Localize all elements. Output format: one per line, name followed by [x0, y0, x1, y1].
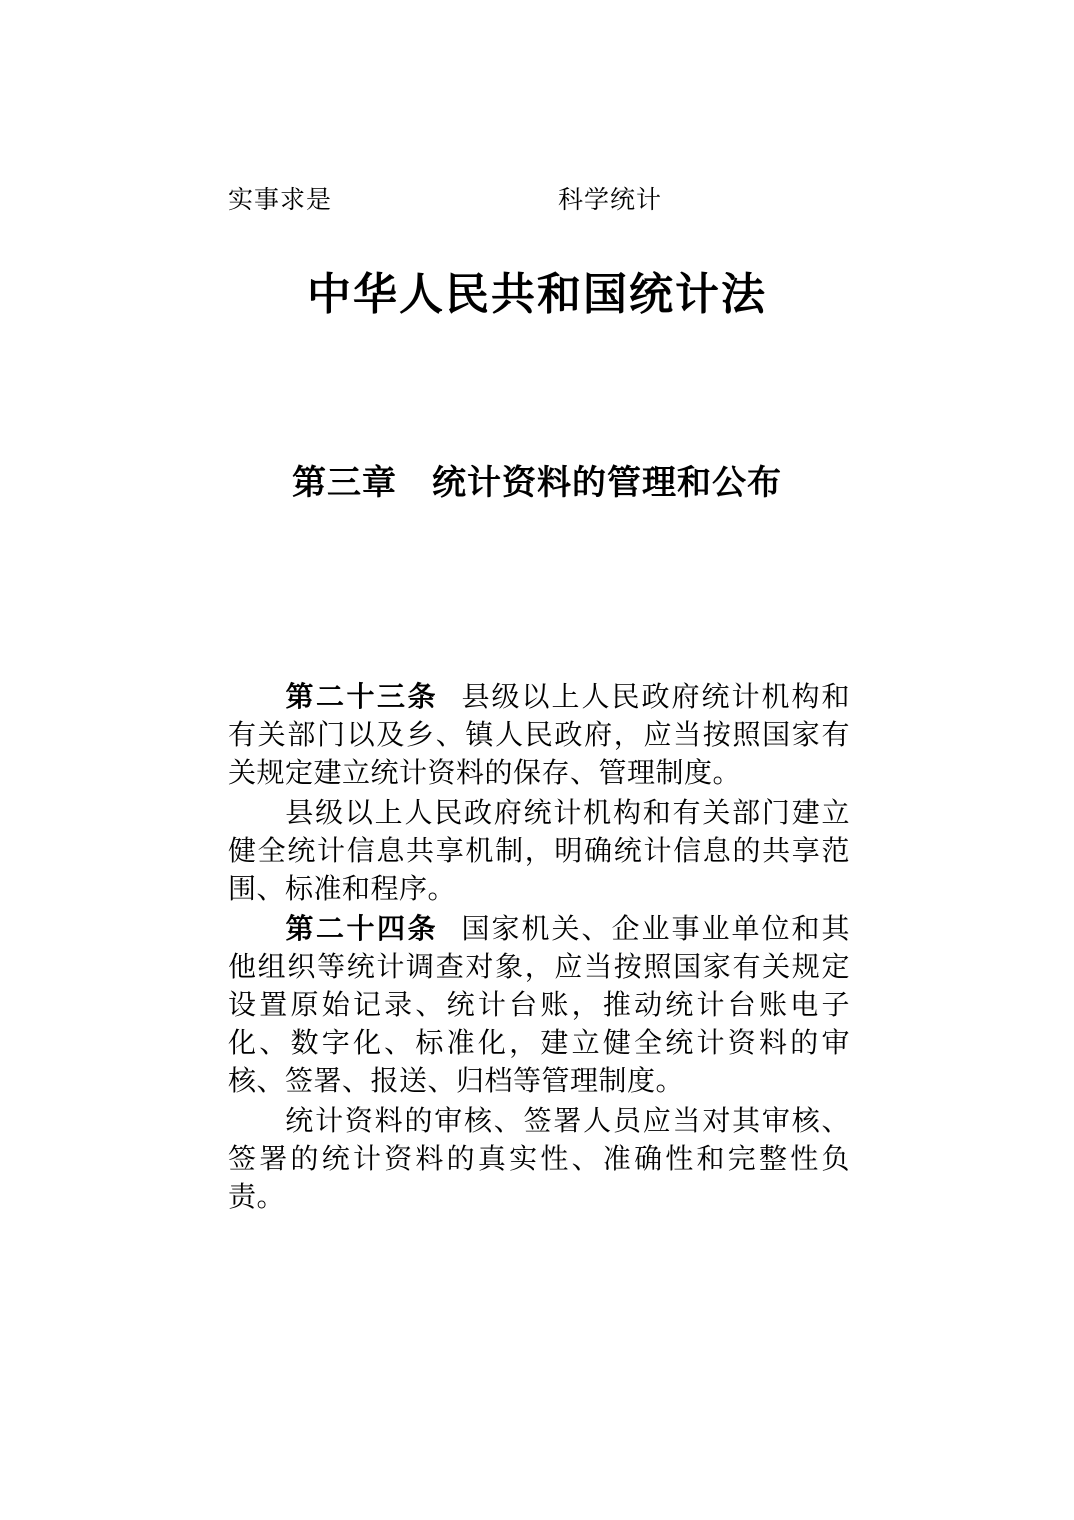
article-paragraph	[228, 794, 850, 908]
article-text: 县级以上人民政府统计机构和有关部门建立健全统计信息共享机制，明确统计信息的共享范围、标准和程序。	[228, 796, 850, 905]
document-title: 中华人民共和国统计法	[307, 269, 767, 320]
page-header	[228, 180, 868, 216]
article-label: 第二十三条	[284, 680, 438, 713]
article-text: 国家机关、企业事业单位和其他组织等统计调查对象，应当按照国家有关规定设置原始记录、统计台账，推动统计台账电子化、数字化、标准化，建立健全统计资料的审核、签署、报送、归档等管理制度。	[228, 912, 850, 1097]
article-text: 县级以上人民政府统计机构和有关部门以及乡、镇人民政府，应当按照国家有关规定建立统计资料的保存、管理制度。	[228, 680, 850, 789]
header-left-text: 实事求是	[228, 185, 333, 214]
article-paragraph	[228, 678, 850, 792]
header-right-text: 科学统计	[558, 185, 663, 214]
article-text: 统计资料的审核、签署人员应当对其审核、签署的统计资料的真实性、准确性和完整性负责。	[228, 1104, 850, 1213]
article-paragraph	[228, 910, 850, 1100]
article-paragraph	[228, 1102, 850, 1216]
document-body	[228, 678, 850, 1218]
chapter-title: 第三章 统计资料的管理和公布	[292, 463, 782, 503]
article-label: 第二十四条	[284, 912, 438, 945]
